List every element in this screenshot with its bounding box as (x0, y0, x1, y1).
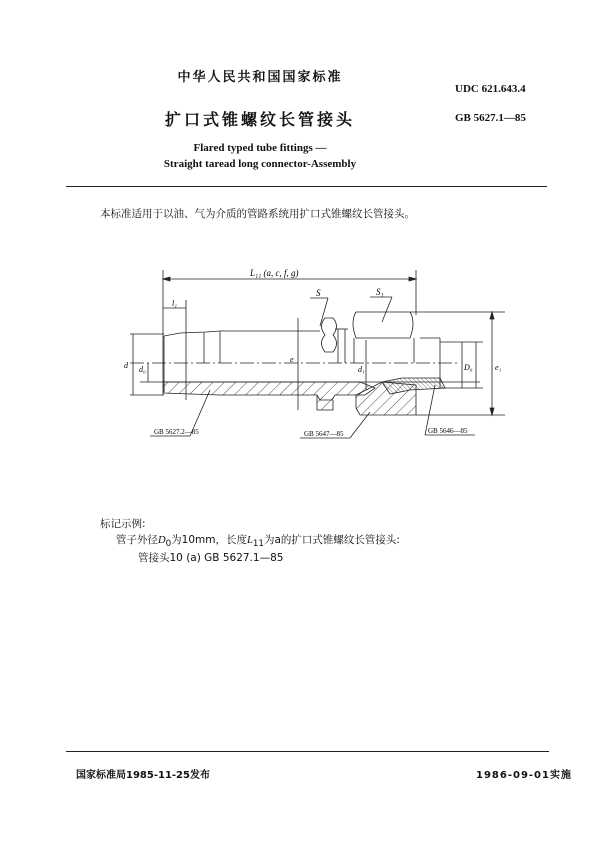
national-standard-heading: 中华人民共和国国家标准 (177, 70, 343, 85)
dim-D0-label: D₀ (464, 363, 473, 372)
header-divider (66, 186, 547, 187)
ref-nut-label: GB 5647—85 (304, 430, 344, 438)
text: 为a的扩口式锥螺纹长管接头: (263, 534, 400, 546)
subscript: 11 (252, 539, 264, 550)
dim-l1-label: l₁ (172, 299, 178, 308)
assembly-drawing (120, 260, 520, 450)
symbol-L: L (247, 535, 253, 546)
standard-number: GB 5627.1—85 (455, 112, 526, 124)
english-title-line2: Straight taread long connector-Assembly (163, 158, 357, 170)
marking-example-title: 标记示例: (100, 518, 146, 530)
text: 为10mm，长度 (171, 534, 247, 546)
scope-paragraph: 本标准适用于以油、气为介质的管路系统用扩口式锥螺纹长管接头。 (100, 208, 415, 220)
dim-d1-label: d₁ (358, 365, 365, 374)
symbol-D: D (158, 535, 166, 546)
udc-code: UDC 621.643.4 (455, 83, 526, 95)
issue-date: 国家标准局1985-11-25发布 (76, 770, 210, 781)
marking-example-description (116, 532, 400, 549)
ref-sleeve-label: GB 5646—85 (428, 427, 468, 435)
hex-S-label: S (316, 288, 321, 298)
english-title-line1: Flared typed tube fittings — (193, 142, 327, 154)
subscript: 0 (165, 539, 172, 550)
ref-body-label: GB 5627.2—85 (154, 428, 199, 436)
dim-e-label: e (290, 355, 294, 364)
effective-date: 1986-09-01实施 (476, 770, 572, 781)
dim-d0-label: d₀ (139, 365, 146, 374)
dim-e1-label: e₁ (495, 363, 502, 372)
dim-length-label: L₁₁ (a, c, f, g) (250, 268, 299, 278)
marking-example-code: 管接头10 (a) GB 5627.1—85 (138, 552, 284, 564)
document-title: 扩口式锥螺纹长管接头 (164, 110, 355, 129)
footer-divider (66, 751, 549, 752)
hex-S1-label: S₁ (376, 287, 384, 297)
dim-d-label: d (124, 361, 128, 370)
text: 管子外径 (116, 534, 158, 546)
